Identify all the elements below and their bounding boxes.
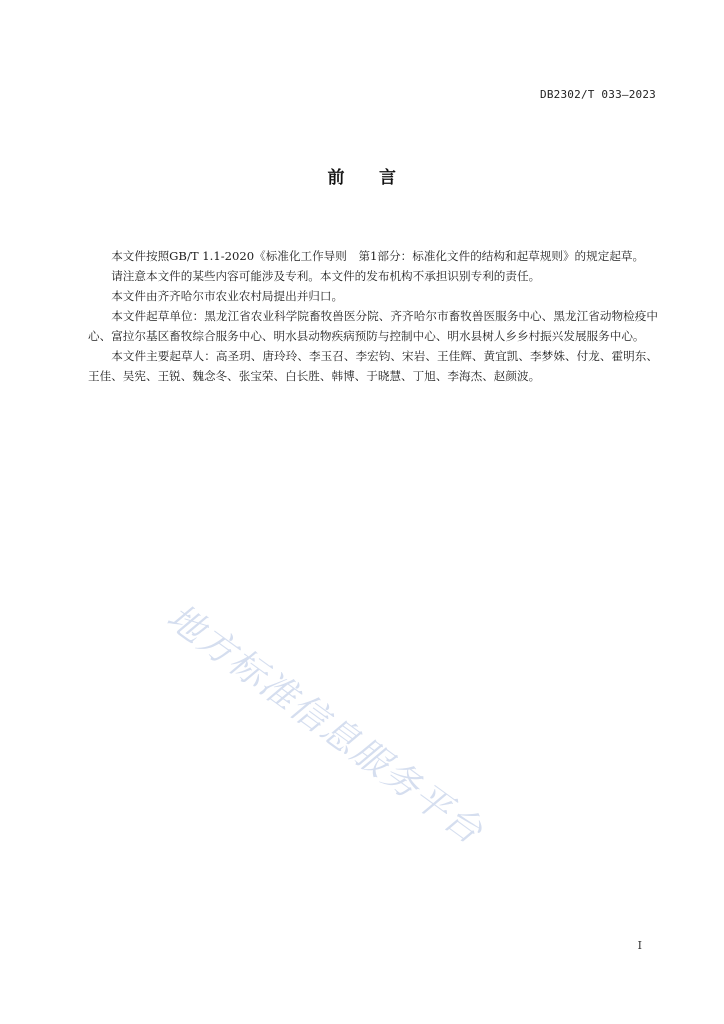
title-char-2: 言	[379, 168, 397, 188]
page-number: I	[637, 939, 642, 952]
foreword-body	[88, 246, 658, 386]
watermark: 地方标准信息服务平台	[159, 596, 491, 854]
title-char-1: 前	[327, 168, 345, 188]
paragraph-proposer: 本文件由齐齐哈尔市农业农村局提出并归口。	[111, 289, 344, 303]
paragraph-drafting-basis: 本文件按照GB/T 1.1-2020《标准化工作导则 第1部分：标准化文件的结构和起草规则》的规定起草。	[111, 249, 645, 263]
page-title	[0, 163, 724, 188]
paragraph-drafters: 本文件主要起草人：高圣玥、唐玲玲、李玉召、李宏钧、宋岩、王佳辉、黄宜凯、李梦姝、付龙、霍明东、王佳、吴宪、王锐、魏念冬、张宝荣、白长胜、韩博、于晓慧、丁旭、李海杰、赵颜波。	[88, 349, 658, 383]
paragraph-patent-notice: 请注意本文件的某些内容可能涉及专利。本文件的发布机构不承担识别专利的责任。	[111, 269, 541, 283]
paragraph-drafting-units: 本文件起草单位：黑龙江省农业科学院畜牧兽医分院、齐齐哈尔市畜牧兽医服务中心、黑龙江省动物检疫中心、富拉尔基区畜牧综合服务中心、明水县动物疾病预防与控制中心、明水县树人乡乡村振兴发展服务中心。	[88, 309, 658, 343]
document-code: DB2302/T 033—2023	[540, 88, 656, 101]
